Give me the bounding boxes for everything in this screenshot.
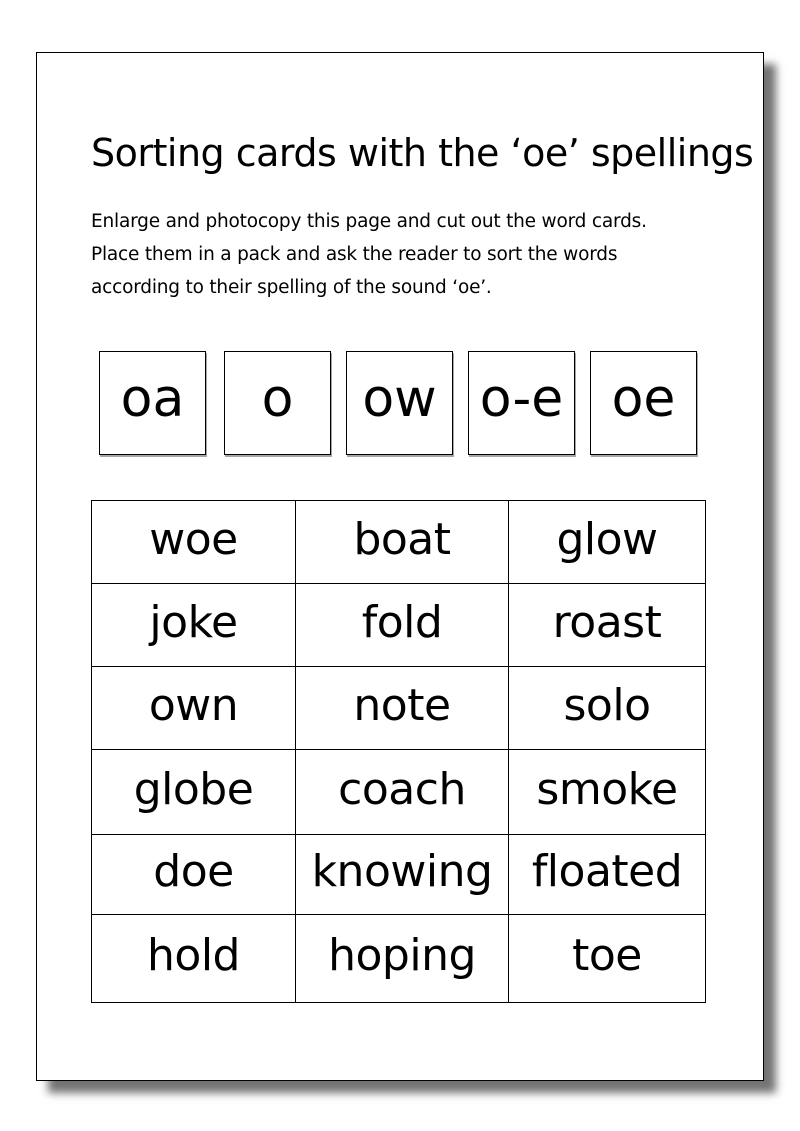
- header-card-ow: ow: [346, 351, 453, 455]
- instruction-line: according to their spelling of the sound ‘oe’.: [91, 277, 492, 298]
- page-title: Sorting cards with the ‘oe’ spellings: [91, 131, 754, 175]
- word-card: coach: [296, 750, 509, 835]
- word-card: joke: [92, 584, 296, 667]
- instruction-line: Place them in a pack and ask the reader to sort the words: [91, 244, 618, 265]
- word-row: [92, 915, 706, 1003]
- word-card: roast: [509, 584, 706, 667]
- word-card: knowing: [296, 835, 509, 915]
- word-card-grid: [91, 500, 706, 1003]
- word-row: [92, 835, 706, 915]
- word-row: [92, 584, 706, 667]
- word-card: woe: [92, 501, 296, 584]
- spelling-header-cards: [99, 351, 699, 457]
- header-card-o-e: o-e: [468, 351, 575, 455]
- word-card: hold: [92, 915, 296, 1003]
- word-card: doe: [92, 835, 296, 915]
- header-card-oe: oe: [590, 351, 697, 455]
- word-card: glow: [509, 501, 706, 584]
- word-card: globe: [92, 750, 296, 835]
- word-card: toe: [509, 915, 706, 1003]
- word-card: note: [296, 667, 509, 750]
- worksheet-page: [36, 52, 764, 1081]
- header-card-o: o: [224, 351, 331, 455]
- word-card: smoke: [509, 750, 706, 835]
- word-card: hoping: [296, 915, 509, 1003]
- word-card: fold: [296, 584, 509, 667]
- word-row: [92, 750, 706, 835]
- word-card: solo: [509, 667, 706, 750]
- word-row: [92, 501, 706, 584]
- header-card-oa: oa: [99, 351, 206, 455]
- instructions: [91, 205, 731, 304]
- word-card: boat: [296, 501, 509, 584]
- word-row: [92, 667, 706, 750]
- instruction-line: Enlarge and photocopy this page and cut out the word cards.: [91, 211, 647, 232]
- word-card: own: [92, 667, 296, 750]
- word-card: floated: [509, 835, 706, 915]
